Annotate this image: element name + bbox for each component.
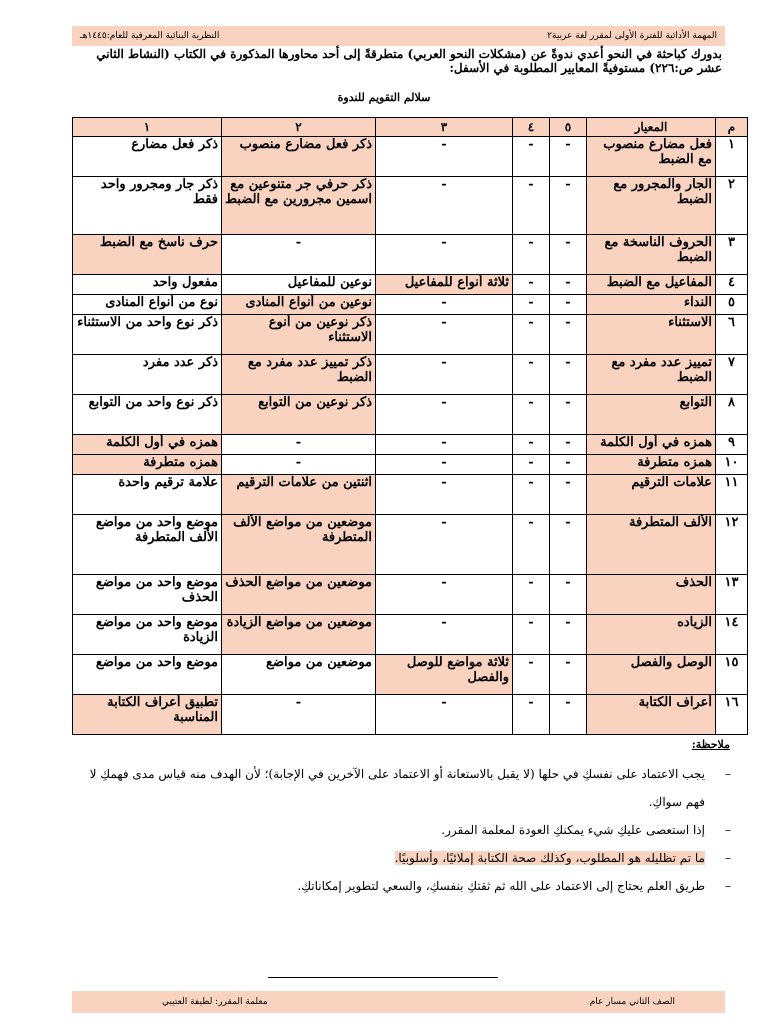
- criterion-cell: الزياده: [587, 615, 716, 655]
- score-5-cell: -: [550, 235, 587, 275]
- criterion-cell: الجار والمجرور مع الضبط: [587, 177, 716, 235]
- score-4-cell: -: [513, 177, 550, 235]
- header-score-4: ٤: [513, 118, 550, 137]
- score-2-cell: اثنتين من علامات الترقيم: [222, 475, 376, 515]
- table-row: [73, 355, 748, 395]
- footer-right-text: الصف الثاني مسار عام: [589, 997, 675, 1007]
- score-5-cell: -: [550, 355, 587, 395]
- score-4-cell: -: [513, 455, 550, 475]
- table-row: [73, 275, 748, 295]
- criterion-cell: النداء: [587, 295, 716, 315]
- score-4-cell: -: [513, 315, 550, 355]
- note-text-highlighted: ما تم تظليله هو المطلوب، وكذلك صحة الكتابة إملائيًا، وأسلوبيًا.: [394, 851, 705, 865]
- score-2-cell: موضعين من مواضع الزيادة: [222, 615, 376, 655]
- score-2-cell: -: [222, 695, 376, 735]
- score-5-cell: -: [550, 695, 587, 735]
- rubric-table: [72, 117, 748, 735]
- table-row: [73, 235, 748, 275]
- score-1-cell: ذكر نوع واحد من التوابع: [73, 395, 222, 435]
- score-2-cell: -: [222, 235, 376, 275]
- score-4-cell: -: [513, 615, 550, 655]
- score-5-cell: -: [550, 575, 587, 615]
- row-number: ٢: [716, 177, 748, 235]
- footer-left-text: معلمة المقرر: لطيفة العتيبي: [162, 997, 268, 1007]
- score-5-cell: -: [550, 315, 587, 355]
- score-1-cell: حرف ناسخ مع الضبط: [73, 235, 222, 275]
- score-2-cell: -: [222, 455, 376, 475]
- header-number: م: [716, 118, 748, 137]
- score-5-cell: -: [550, 455, 587, 475]
- header-score-5: ٥: [550, 118, 587, 137]
- score-2-cell: ذكر نوعين من أنوع الاستثناء: [222, 315, 376, 355]
- score-1-cell: ذكر عدد مفرد: [73, 355, 222, 395]
- criterion-cell: تمييز عدد مفرد مع الضبط: [587, 355, 716, 395]
- score-3-cell: -: [376, 455, 513, 475]
- notes-title: ملاحظة:: [691, 738, 730, 751]
- criterion-cell: التوابع: [587, 395, 716, 435]
- score-1-cell: موضع واحد من مواضع الحذف: [73, 575, 222, 615]
- score-3-cell: -: [376, 475, 513, 515]
- notes-list: [76, 760, 731, 900]
- score-3-cell: ثلاثة مواضع للوصل والفصل: [376, 655, 513, 695]
- score-4-cell: -: [513, 475, 550, 515]
- score-3-cell: -: [376, 435, 513, 455]
- table-row: [73, 475, 748, 515]
- score-2-cell: نوعين من أنواع المنادى: [222, 295, 376, 315]
- row-number: ١: [716, 137, 748, 177]
- score-3-cell: -: [376, 235, 513, 275]
- score-1-cell: نوع من أنواع المنادى: [73, 295, 222, 315]
- score-1-cell: مفعول واحد: [73, 275, 222, 295]
- header-score-2: ٢: [222, 118, 376, 137]
- score-3-cell: -: [376, 315, 513, 355]
- score-5-cell: -: [550, 275, 587, 295]
- score-4-cell: -: [513, 355, 550, 395]
- score-5-cell: -: [550, 515, 587, 575]
- score-2-cell: ذكر تمييز عدد مفرد مع الضبط: [222, 355, 376, 395]
- criterion-cell: علامات الترقيم: [587, 475, 716, 515]
- row-number: ٤: [716, 275, 748, 295]
- score-2-cell: نوعين للمفاعيل: [222, 275, 376, 295]
- score-3-cell: -: [376, 515, 513, 575]
- score-3-cell: -: [376, 575, 513, 615]
- score-1-cell: علامة ترقيم واحدة: [73, 475, 222, 515]
- row-number: ١١: [716, 475, 748, 515]
- row-number: ١٤: [716, 615, 748, 655]
- score-4-cell: -: [513, 295, 550, 315]
- score-4-cell: -: [513, 435, 550, 455]
- row-number: ٥: [716, 295, 748, 315]
- row-number: ١٦: [716, 695, 748, 735]
- score-1-cell: موضع واحد من مواضع الألف المتطرفة: [73, 515, 222, 575]
- score-4-cell: -: [513, 235, 550, 275]
- score-5-cell: -: [550, 395, 587, 435]
- row-number: ١٢: [716, 515, 748, 575]
- score-3-cell: -: [376, 177, 513, 235]
- row-number: ١٥: [716, 655, 748, 695]
- score-5-cell: -: [550, 137, 587, 177]
- score-5-cell: -: [550, 177, 587, 235]
- criterion-cell: المفاعيل مع الضبط: [587, 275, 716, 295]
- score-2-cell: -: [222, 435, 376, 455]
- score-3-cell: -: [376, 695, 513, 735]
- score-1-cell: همزه في أول الكلمة: [73, 435, 222, 455]
- header-score-1: ١: [73, 118, 222, 137]
- page-header: [72, 26, 725, 46]
- score-5-cell: -: [550, 615, 587, 655]
- score-2-cell: موضعين من مواضع الألف المتطرفة: [222, 515, 376, 575]
- score-5-cell: -: [550, 295, 587, 315]
- table-row: [73, 615, 748, 655]
- header-criterion: المعيار: [587, 118, 716, 137]
- note-item: [76, 760, 731, 816]
- score-4-cell: -: [513, 515, 550, 575]
- score-4-cell: -: [513, 695, 550, 735]
- criterion-cell: الاستثناء: [587, 315, 716, 355]
- score-2-cell: ذكر نوعين من التوابع: [222, 395, 376, 435]
- score-4-cell: -: [513, 275, 550, 295]
- criterion-cell: همزه متطرفة: [587, 455, 716, 475]
- score-3-cell: -: [376, 615, 513, 655]
- row-number: ١٣: [716, 575, 748, 615]
- row-number: ٣: [716, 235, 748, 275]
- score-4-cell: -: [513, 137, 550, 177]
- table-row: [73, 295, 748, 315]
- criterion-cell: أعراف الكتابة: [587, 695, 716, 735]
- criterion-cell: الألف المتطرفة: [587, 515, 716, 575]
- score-1-cell: موضع واحد من مواضع الزيادة: [73, 615, 222, 655]
- note-item: [76, 844, 731, 872]
- score-4-cell: -: [513, 395, 550, 435]
- criterion-cell: الحروف الناسخة مع الضبط: [587, 235, 716, 275]
- table-row: [73, 655, 748, 695]
- score-1-cell: ذكر نوع واحد من الاستثناء: [73, 315, 222, 355]
- criterion-cell: الحذف: [587, 575, 716, 615]
- header-right-text: المهمة الأدائية للفترة الأولى لمقرر لغة عربية٢: [547, 31, 717, 41]
- score-5-cell: -: [550, 655, 587, 695]
- table-row: [73, 575, 748, 615]
- table-row: [73, 515, 748, 575]
- table-row: [73, 695, 748, 735]
- score-5-cell: -: [550, 475, 587, 515]
- page-footer: [72, 991, 725, 1013]
- criterion-cell: همزه في أول الكلمة: [587, 435, 716, 455]
- score-1-cell: تطبيق أعراف الكتابة المناسبة: [73, 695, 222, 735]
- criterion-cell: فعل مضارع منصوب مع الضبط: [587, 137, 716, 177]
- row-number: ٩: [716, 435, 748, 455]
- row-number: ٧: [716, 355, 748, 395]
- score-2-cell: موضعين من مواضع الحذف: [222, 575, 376, 615]
- score-1-cell: موضع واحد من مواضع: [73, 655, 222, 695]
- table-row: [73, 455, 748, 475]
- note-text: طريق العلم يحتاج إلى الاعتماد على الله ثم ثقتكِ بنفسكِ، والسعي لتطوير إمكاناتكِ.: [297, 879, 705, 893]
- header-score-3: ٣: [376, 118, 513, 137]
- table-row: [73, 315, 748, 355]
- table-row: [73, 177, 748, 235]
- score-1-cell: ذكر فعل مضارع: [73, 137, 222, 177]
- table-row: [73, 395, 748, 435]
- note-text: يجب الاعتماد على نفسكِ في حلها (لا يقبل بالاستعانة أو الاعتماد على الآخرين في الإجابة)؛ لأن الهدف منه قياس مدى فهمكِ لا فهم سواكِ.: [89, 767, 705, 809]
- score-2-cell: ذكر حرفي جر متنوعين مع اسمين مجرورين مع الضبط: [222, 177, 376, 235]
- score-2-cell: موضعين من مواضع: [222, 655, 376, 695]
- score-3-cell: ثلاثة أنواع للمفاعيل: [376, 275, 513, 295]
- task-instructions: بدورك كباحثة في النحو أعدي ندوةً عن (مشكلات النحو العربي) متطرقةً إلى أحد محاورها المذكورة في الكتاب (النشاط الثاني عشر ص:٢٢٦) مستوفيةً المعايير المطلوبة في الأسفل:: [96, 47, 722, 75]
- criterion-cell: الوصل والفصل: [587, 655, 716, 695]
- score-4-cell: -: [513, 655, 550, 695]
- score-3-cell: -: [376, 395, 513, 435]
- note-text: إذا استعصى عليكِ شيء يمكنكِ العودة لمعلمة المقرر.: [441, 823, 705, 837]
- score-2-cell: ذكر فعل مضارع منصوب: [222, 137, 376, 177]
- table-row: [73, 137, 748, 177]
- score-4-cell: -: [513, 575, 550, 615]
- table-header-row: [73, 118, 748, 137]
- row-number: ٨: [716, 395, 748, 435]
- note-item: [76, 816, 731, 844]
- score-3-cell: -: [376, 355, 513, 395]
- divider-line: [268, 977, 498, 978]
- score-5-cell: -: [550, 435, 587, 455]
- rubric-title: سلالم التقويم للندوة: [337, 91, 431, 104]
- header-left-text: النظرية البنائية المعرفية للعام:١٤٤٥هـ: [80, 31, 220, 41]
- score-1-cell: ذكر جار ومجرور واحد فقط: [73, 177, 222, 235]
- score-3-cell: -: [376, 295, 513, 315]
- note-item: [76, 872, 731, 900]
- table-row: [73, 435, 748, 455]
- score-3-cell: -: [376, 137, 513, 177]
- score-1-cell: همزه متطرفة: [73, 455, 222, 475]
- row-number: ١٠: [716, 455, 748, 475]
- row-number: ٦: [716, 315, 748, 355]
